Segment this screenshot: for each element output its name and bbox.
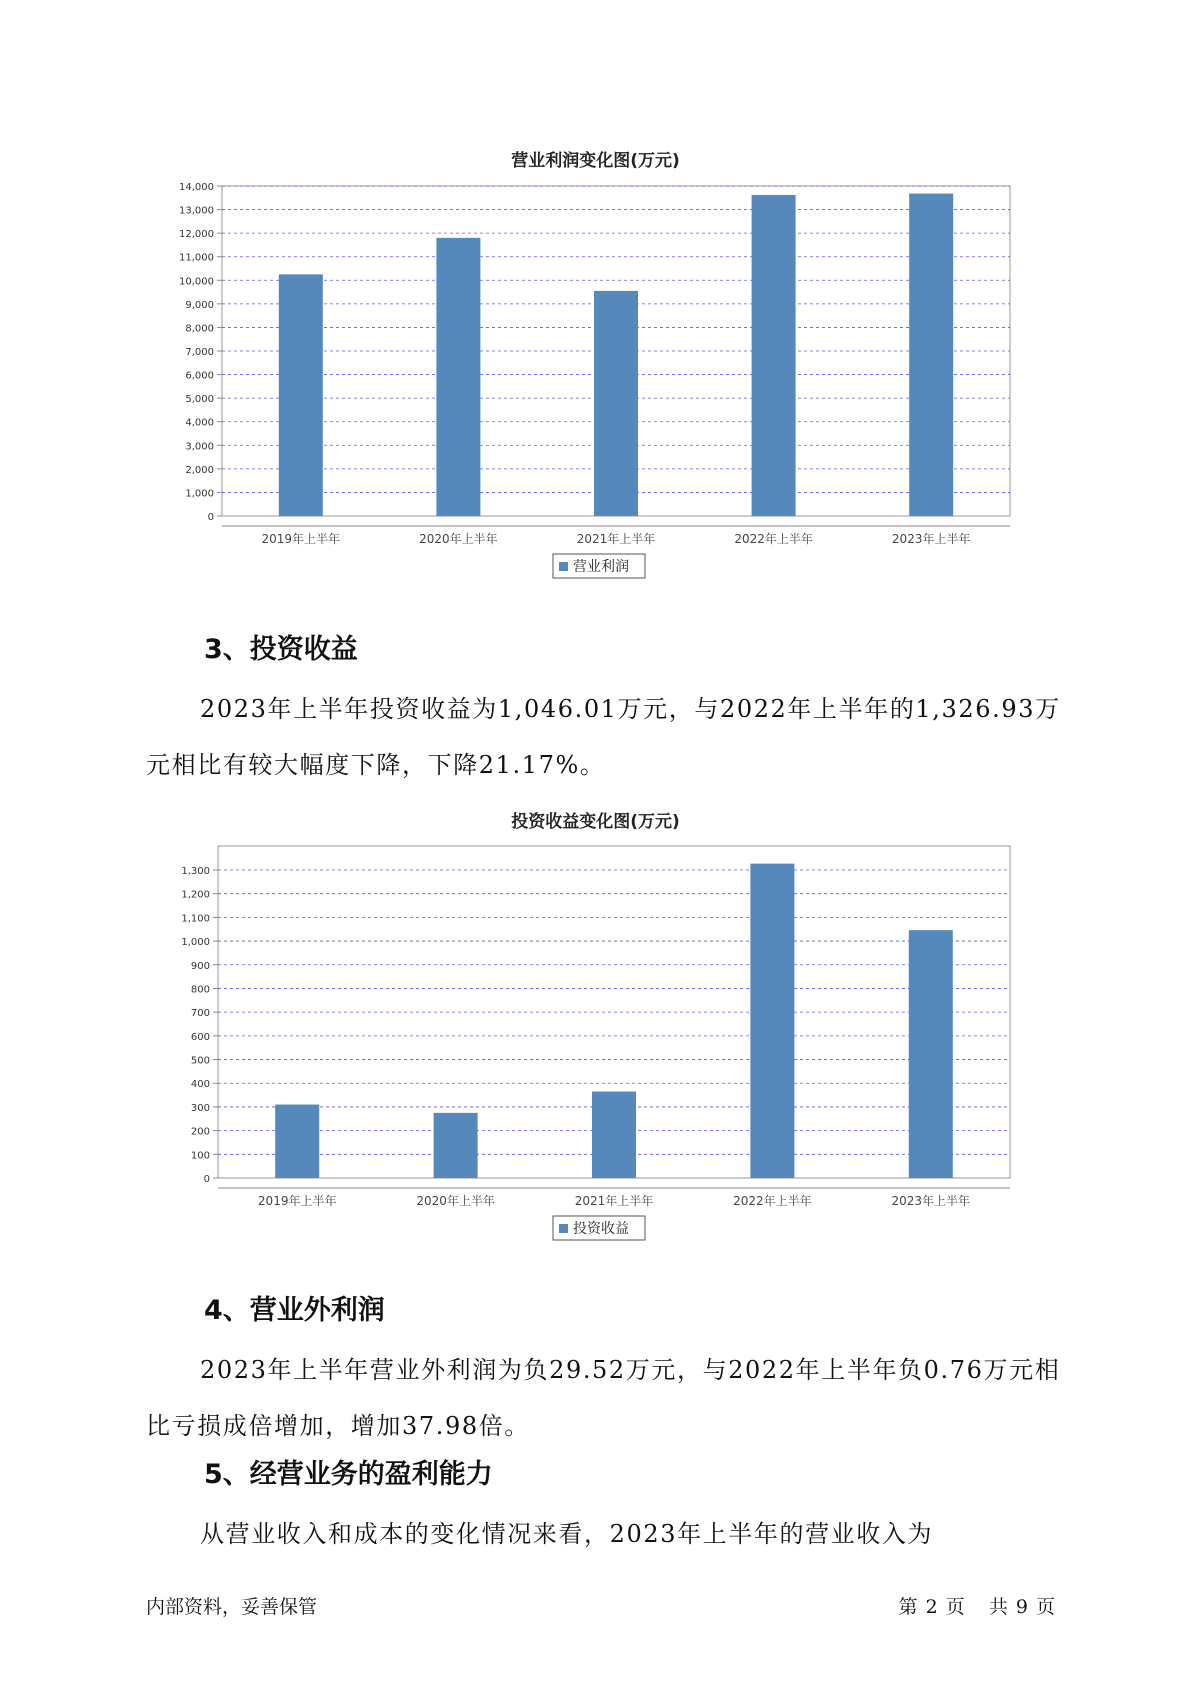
- y-tick-label: 400: [190, 1079, 210, 1091]
- x-tick-label: 2023年上半年: [891, 532, 971, 546]
- y-tick-label: 1,000: [185, 488, 214, 500]
- chart1-operating-profit: [0, 178, 1191, 598]
- y-tick-label: 100: [190, 1150, 210, 1162]
- bar-2021年上半年: [592, 1092, 636, 1178]
- x-tick-label: 2020年上半年: [416, 1194, 495, 1208]
- y-tick-label: 1,200: [181, 889, 210, 901]
- bar-2020年上半年: [434, 1113, 478, 1178]
- y-tick-label: 600: [190, 1031, 210, 1043]
- section-5-heading: 5、经营业务的盈利能力: [204, 1459, 493, 1490]
- section-3-heading: 3、投资收益: [204, 634, 358, 665]
- y-tick-label: 900: [190, 960, 210, 972]
- y-tick-label: 11,000: [179, 252, 214, 264]
- y-tick-label: 2,000: [185, 464, 214, 476]
- footer-confidential-note: 内部资料，妥善保管: [146, 1596, 318, 1618]
- legend-swatch: [559, 1224, 568, 1233]
- bar-2019年上半年: [279, 274, 323, 516]
- x-tick-label: 2021年上半年: [576, 532, 656, 546]
- section-4-text: 2023年上半年营业外利润为负29.52万元，与2022年上半年负0.76万元相比亏损成倍增加，增加37.98倍。: [146, 1356, 1061, 1440]
- y-tick-label: 12,000: [179, 229, 214, 241]
- x-tick-label: 2022年上半年: [733, 1194, 812, 1208]
- y-tick-label: 8,000: [185, 323, 214, 335]
- footer-page-number: 第 2 页 共 9 页: [898, 1596, 1055, 1618]
- x-tick-label: 2019年上半年: [261, 532, 341, 546]
- y-tick-label: 10,000: [179, 276, 214, 288]
- bar-2020年上半年: [436, 238, 480, 516]
- y-tick-label: 9,000: [185, 299, 214, 311]
- y-tick-label: 0: [203, 1174, 210, 1185]
- y-tick-label: 5,000: [185, 394, 214, 406]
- x-tick-label: 2020年上半年: [419, 532, 498, 546]
- x-tick-label: 2021年上半年: [574, 1194, 654, 1208]
- y-tick-label: 1,300: [181, 866, 210, 877]
- bar-2019年上半年: [275, 1105, 319, 1178]
- section-5-paragraph: [146, 1506, 1066, 1562]
- bar-2022年上半年: [752, 195, 796, 516]
- y-tick-label: 800: [190, 984, 210, 996]
- y-tick-label: 7,000: [185, 347, 214, 358]
- bar-2021年上半年: [594, 291, 638, 516]
- y-tick-label: 1,100: [181, 913, 210, 925]
- chart1-title: 营业利润变化图(万元): [511, 151, 680, 171]
- y-tick-label: 3,000: [185, 441, 214, 453]
- x-tick-label: 2019年上半年: [257, 1194, 337, 1208]
- y-tick-label: 4,000: [185, 417, 214, 429]
- y-tick-label: 14,000: [179, 182, 214, 193]
- y-tick-label: 300: [190, 1102, 210, 1114]
- y-tick-label: 13,000: [179, 205, 214, 217]
- section-4-paragraph: [146, 1342, 1066, 1454]
- y-tick-label: 500: [190, 1055, 210, 1067]
- legend-swatch: [559, 562, 568, 571]
- section-4-heading: 4、营业外利润: [204, 1295, 385, 1326]
- chart2-investment-income: [0, 840, 1191, 1260]
- section-3-paragraph: [146, 681, 1066, 793]
- y-tick-label: 6,000: [185, 370, 214, 382]
- legend-label: 投资收益: [573, 1221, 629, 1237]
- chart2-title: 投资收益变化图(万元): [511, 812, 680, 832]
- y-tick-label: 700: [190, 1008, 210, 1020]
- bar-2022年上半年: [750, 864, 794, 1178]
- x-tick-label: 2023年上半年: [891, 1194, 971, 1208]
- y-tick-label: 0: [207, 512, 214, 523]
- y-tick-label: 200: [190, 1126, 210, 1138]
- section-5-text: 从营业收入和成本的变化情况来看，2023年上半年的营业收入为: [200, 1520, 934, 1548]
- bar-2023年上半年: [909, 194, 953, 516]
- legend-label: 营业利润: [573, 559, 629, 575]
- y-tick-label: 1,000: [181, 937, 210, 949]
- section-3-text: 2023年上半年投资收益为1,046.01万元，与2022年上半年的1,326.93万元相比有较大幅度下降，下降21.17%。: [146, 695, 1061, 779]
- x-tick-label: 2022年上半年: [734, 532, 813, 546]
- bar-2023年上半年: [909, 930, 953, 1178]
